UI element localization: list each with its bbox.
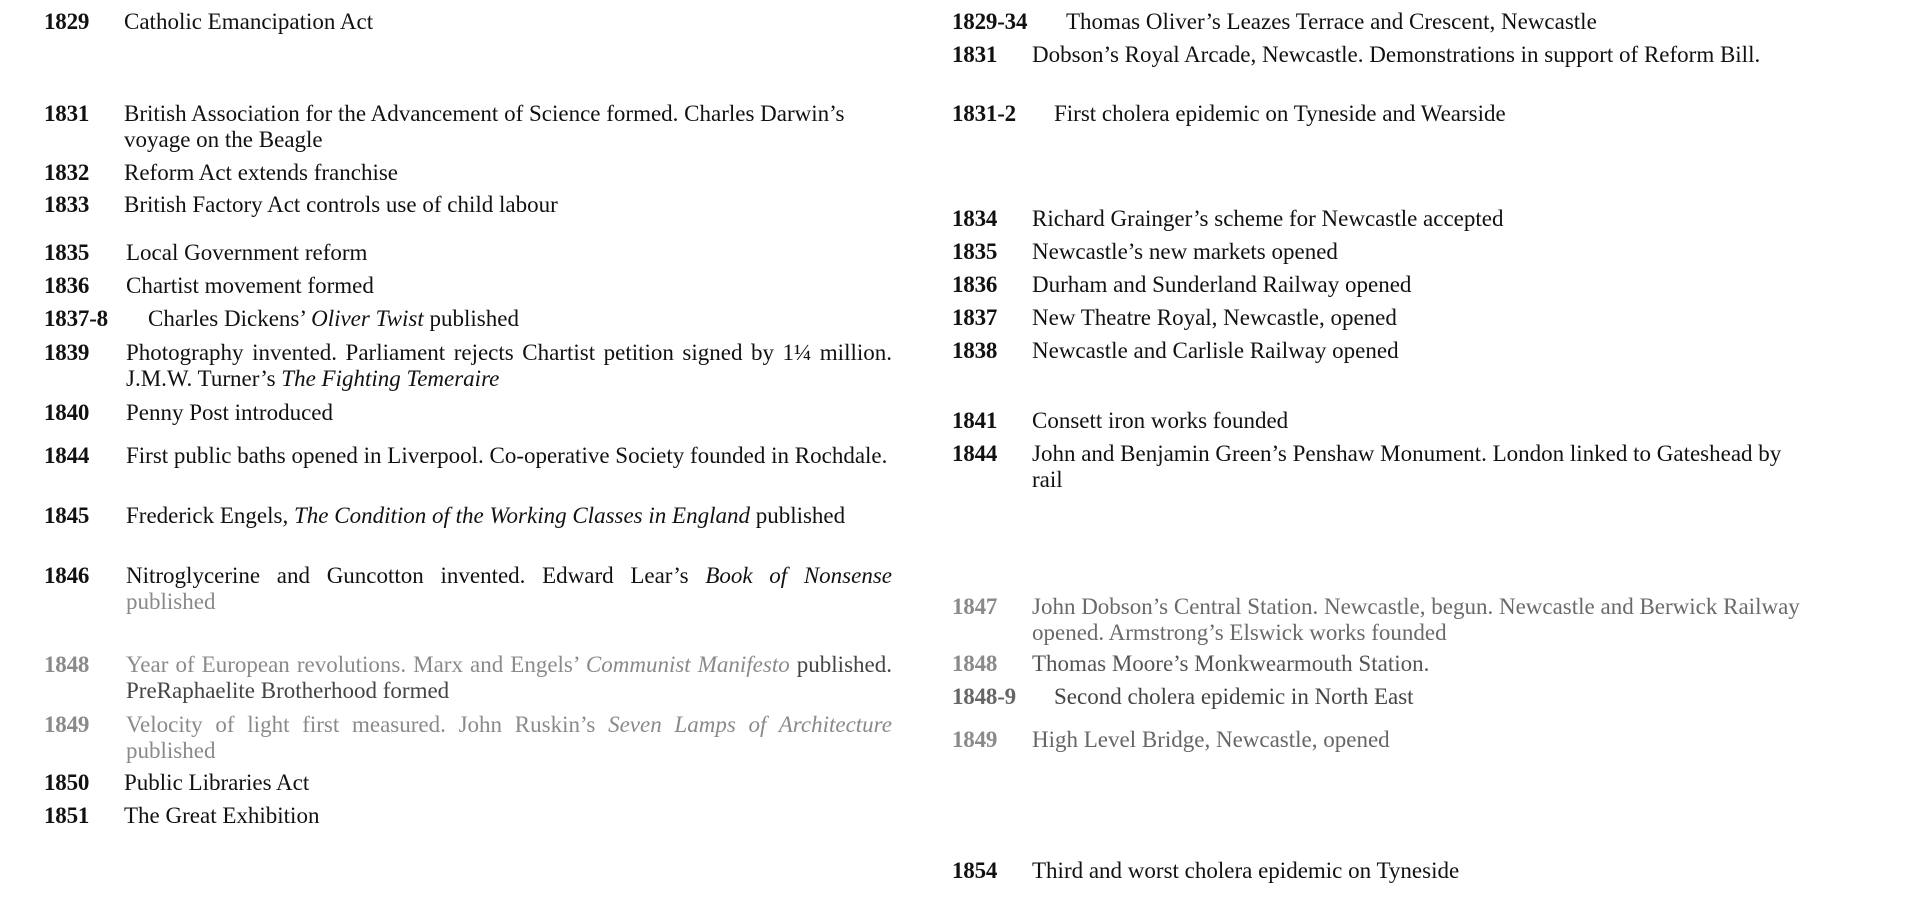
entry-text: British Association for the Advancement of Science formed. Charles Darwin’s voyage on the Beagle <box>124 101 845 152</box>
entry-text: Second cholera epidemic in North East <box>1054 684 1414 709</box>
entry-text: Third and worst cholera epidemic on Tyneside <box>1032 858 1460 883</box>
entry-text: Richard Grainger’s scheme for Newcastle accepted <box>1032 206 1504 231</box>
entry-text: The Great Exhibition <box>124 803 320 828</box>
timeline-entry <box>44 340 894 392</box>
entry-text: Penny Post introduced <box>126 400 333 425</box>
timeline-entry <box>952 305 1812 331</box>
entry-year: 1834 <box>952 206 998 231</box>
entry-year: 1831-2 <box>952 101 1016 126</box>
timeline-entry <box>952 9 1812 35</box>
entry-year: 1836 <box>44 273 90 298</box>
entry-text: Catholic Emancipation Act <box>124 9 374 34</box>
timeline-entry <box>44 306 894 332</box>
entry-text: Thomas Moore’s Monkwearmouth Station. <box>1032 651 1430 676</box>
timeline-entry <box>952 239 1812 265</box>
timeline-entry <box>44 240 894 266</box>
timeline-entry <box>952 441 1812 493</box>
entry-year: 1839 <box>44 340 90 365</box>
entry-text: Newcastle and Carlisle Railway opened <box>1032 338 1399 363</box>
entry-year: 1848-9 <box>952 684 1016 709</box>
timeline-entry <box>44 9 894 35</box>
entry-text: First cholera epidemic on Tyneside and Wearside <box>1054 101 1506 126</box>
entry-year: 1840 <box>44 400 90 425</box>
entry-text: British Factory Act controls use of child labour <box>124 192 558 217</box>
entry-text: Local Government reform <box>126 240 368 265</box>
entry-year: 1844 <box>44 443 90 468</box>
timeline-entry <box>952 42 1812 68</box>
entry-year: 1844 <box>952 441 998 466</box>
entry-text: Frederick Engels, The Condition of the Working Classes in England published <box>126 503 846 528</box>
entry-year: 1832 <box>44 160 90 185</box>
entry-year: 1837 <box>952 305 998 330</box>
entry-year: 1845 <box>44 503 90 528</box>
entry-text: John Dobson’s Central Station. Newcastle, begun. Newcastle and Berwick Railway opened. Armstrong’s Elswick works founded <box>1032 594 1800 645</box>
timeline-entry <box>952 101 1812 127</box>
entry-year: 1831 <box>952 42 998 67</box>
entry-year: 1849 <box>44 712 90 737</box>
entry-text: Reform Act extends franchise <box>124 160 398 185</box>
timeline-entry <box>952 408 1812 434</box>
timeline-entry <box>44 803 894 829</box>
entry-text: New Theatre Royal, Newcastle, opened <box>1032 305 1397 330</box>
entry-year: 1854 <box>952 858 998 883</box>
entry-text: Velocity of light first measured. John Ruskin’s Seven Lamps of Architecture published <box>126 712 892 763</box>
entry-text: First public baths opened in Liverpool. Co-operative Society founded in Rochdale. <box>126 443 888 468</box>
entry-text: John and Benjamin Green’s Penshaw Monument. London linked to Gateshead by rail <box>1032 441 1782 492</box>
entry-text: Charles Dickens’ Oliver Twist published <box>148 306 519 331</box>
timeline-entry <box>44 712 894 764</box>
entry-year: 1835 <box>44 240 90 265</box>
timeline-entry <box>952 858 1812 884</box>
entry-text: Year of European revolutions. Marx and Engels’ Communist Manifesto published. PreRaphaelite Brotherhood formed <box>126 652 892 703</box>
timeline-entry <box>44 273 894 299</box>
timeline-entry <box>44 770 894 796</box>
entry-year: 1837-8 <box>44 306 108 331</box>
entry-year: 1850 <box>44 770 90 795</box>
timeline-entry <box>952 727 1812 753</box>
entry-year: 1836 <box>952 272 998 297</box>
entry-text: Nitroglycerine and Guncotton invented. Edward Lear’s Book of Nonsense published <box>126 563 893 614</box>
entry-year: 1851 <box>44 803 90 828</box>
entry-text: Public Libraries Act <box>124 770 310 795</box>
timeline-entry <box>952 206 1812 232</box>
entry-year: 1849 <box>952 727 998 752</box>
entry-year: 1841 <box>952 408 998 433</box>
entry-year: 1846 <box>44 563 90 588</box>
entry-year: 1831 <box>44 101 90 126</box>
entry-year: 1838 <box>952 338 998 363</box>
entry-text: Photography invented. Parliament rejects Chartist petition signed by 1¼ million. J.M.W. Turner’s The Fighting Temeraire <box>126 340 892 391</box>
entry-text: Thomas Oliver’s Leazes Terrace and Crescent, Newcastle <box>1066 9 1597 34</box>
timeline-entry <box>952 338 1812 364</box>
entry-text: Durham and Sunderland Railway opened <box>1032 272 1412 297</box>
timeline-entry <box>44 503 894 529</box>
entry-year: 1829-34 <box>952 9 1028 34</box>
timeline-entry <box>952 651 1812 677</box>
timeline-entry <box>952 684 1812 710</box>
entry-year: 1829 <box>44 9 90 34</box>
timeline-entry <box>44 563 894 615</box>
timeline-entry <box>952 594 1812 646</box>
entry-text: Chartist movement formed <box>126 273 374 298</box>
entry-text: Dobson’s Royal Arcade, Newcastle. Demonstrations in support of Reform Bill. <box>1032 42 1761 67</box>
entry-year: 1848 <box>44 652 90 677</box>
timeline-entry <box>44 400 894 426</box>
entry-text: Newcastle’s new markets opened <box>1032 239 1338 264</box>
timeline-entry <box>952 272 1812 298</box>
timeline-entry <box>44 101 894 153</box>
timeline-entry <box>44 443 894 469</box>
entry-year: 1848 <box>952 651 998 676</box>
entry-text: High Level Bridge, Newcastle, opened <box>1032 727 1390 752</box>
entry-year: 1847 <box>952 594 998 619</box>
entry-year: 1835 <box>952 239 998 264</box>
entry-year: 1833 <box>44 192 90 217</box>
timeline-entry <box>44 192 894 218</box>
entry-text: Consett iron works founded <box>1032 408 1289 433</box>
timeline-entry <box>44 652 894 704</box>
timeline-entry <box>44 160 894 186</box>
